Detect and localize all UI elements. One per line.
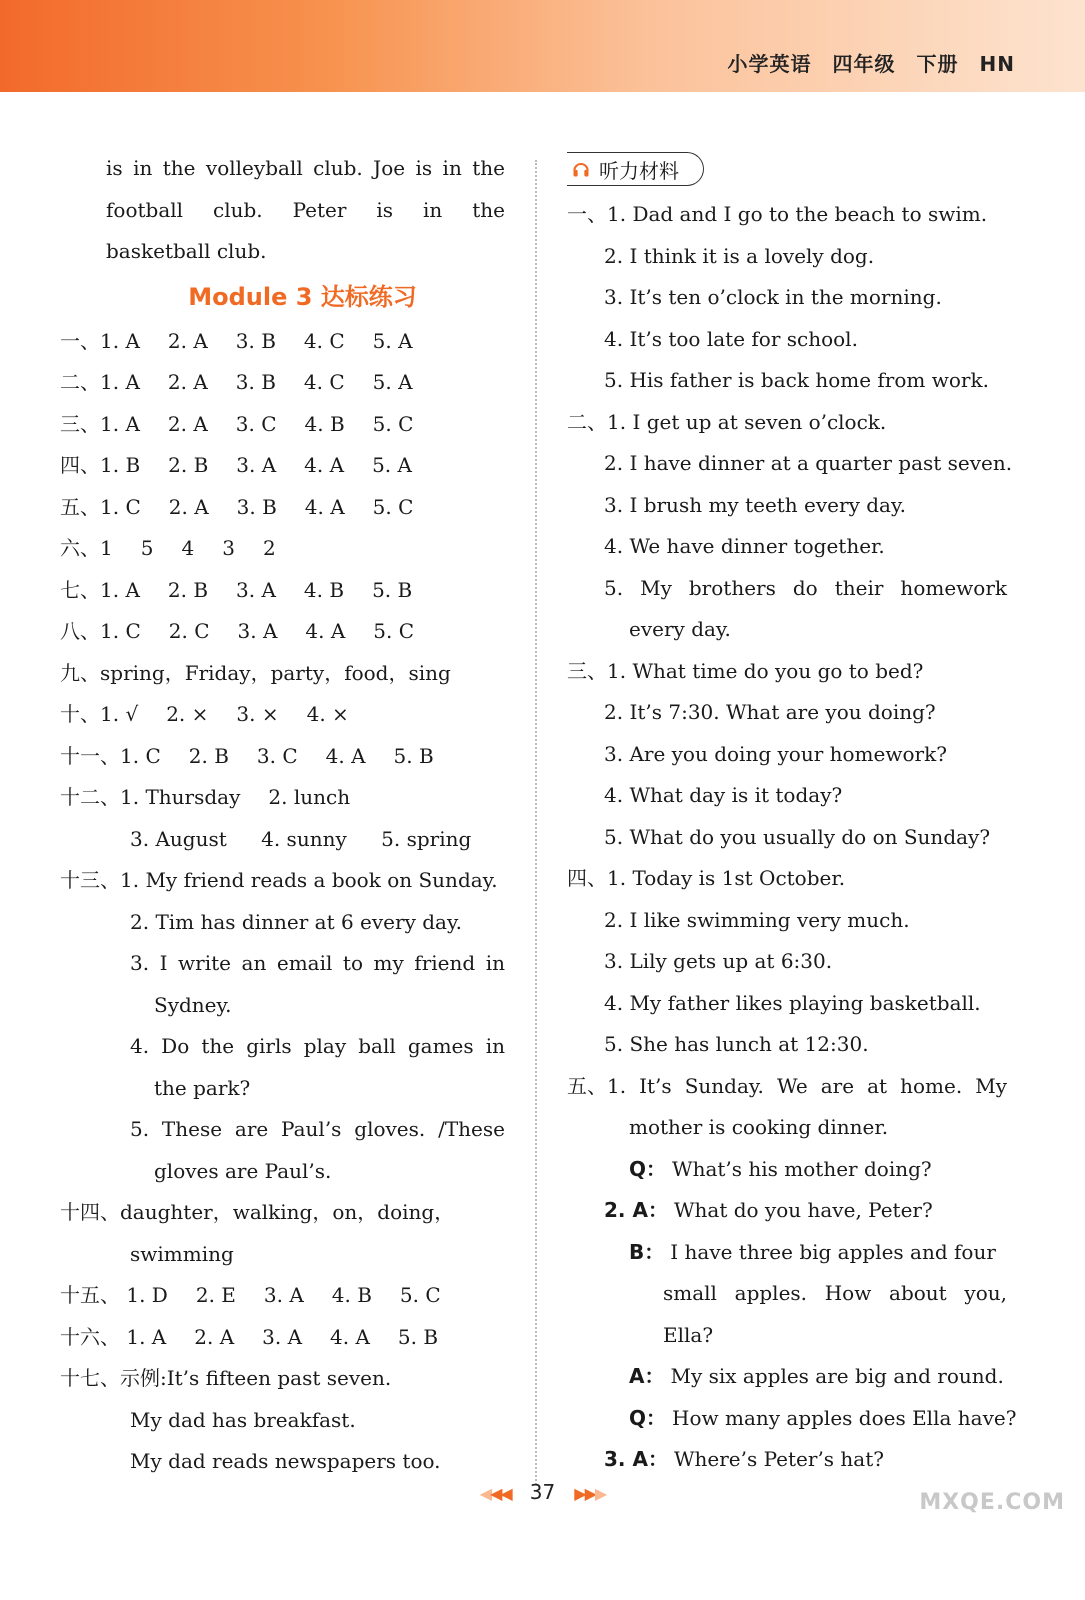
answer-text: My dad reads newspapers too. bbox=[130, 1449, 441, 1473]
section-number: 二、 bbox=[60, 370, 100, 394]
transcript-text: 2. I like swimming very much. bbox=[604, 907, 910, 932]
section-number: 一、 bbox=[567, 202, 607, 226]
answer-item: 3. August bbox=[130, 826, 227, 851]
transcript-text: 3. It’s ten o’clock in the morning. bbox=[604, 285, 942, 309]
answer-item: 5. A bbox=[372, 370, 413, 394]
answer-row bbox=[60, 1317, 505, 1359]
page-header bbox=[0, 0, 1085, 92]
answer-text: daughter，walking，on，doing， bbox=[120, 1200, 455, 1224]
answer-text: 1. My friend reads a book on Sunday. bbox=[120, 868, 498, 892]
answer-text: 示例:It’s fifteen past seven. bbox=[120, 1366, 392, 1390]
section-number: 五、 bbox=[567, 1073, 607, 1098]
answer-row bbox=[60, 404, 505, 446]
header-title: 小学英语 四年级 下册 HN bbox=[727, 52, 1015, 76]
section-number: 十五、 bbox=[60, 1283, 120, 1307]
answer-item: 2. × bbox=[166, 702, 209, 726]
answer-item: 1. C bbox=[100, 494, 141, 519]
answer-item: 4. × bbox=[306, 702, 349, 726]
transcript-text: 1. I get up at seven o’clock. bbox=[607, 409, 887, 434]
column-divider bbox=[535, 160, 537, 1485]
answer-row bbox=[60, 1192, 505, 1234]
speaker-label: B： bbox=[629, 1239, 665, 1264]
transcript-text: 2. It’s 7:30. What are you doing? bbox=[604, 700, 936, 724]
answer-row bbox=[60, 819, 505, 861]
answer-item: 5. B bbox=[372, 577, 413, 602]
transcript-text: every day. bbox=[629, 617, 731, 641]
left-column bbox=[60, 148, 505, 1483]
answer-item: 1. C bbox=[100, 619, 141, 643]
transcript-text: 5. What do you usually do on Sunday? bbox=[604, 824, 991, 849]
transcript-text: 5. His father is back home from work. bbox=[604, 368, 989, 392]
transcript-text: Where’s Peter’s hat? bbox=[673, 1447, 884, 1471]
transcript-row bbox=[567, 858, 1007, 900]
answer-item: 2. A bbox=[167, 328, 208, 353]
answer-item: 4. A bbox=[330, 1324, 370, 1349]
answer-row bbox=[60, 445, 505, 487]
section-number: 四、 bbox=[60, 453, 100, 477]
answer-item: 3. × bbox=[236, 702, 279, 726]
answer-row bbox=[60, 1275, 505, 1317]
answer-item: 5. C bbox=[373, 619, 415, 643]
arrow-left-icon: ◀ bbox=[479, 1484, 491, 1503]
answer-item: 2. lunch bbox=[268, 785, 351, 809]
transcript-text: 4. My father likes playing basketball. bbox=[604, 990, 981, 1015]
section-number: 七、 bbox=[60, 577, 100, 602]
answer-item: 4. C bbox=[303, 328, 345, 353]
answer-item: 3. B bbox=[236, 494, 277, 519]
answer-item: 5. A bbox=[372, 453, 412, 477]
arrow-right-icon: ▶ bbox=[594, 1484, 606, 1503]
transcript-text: Ella? bbox=[663, 1322, 714, 1347]
section-number: 八、 bbox=[60, 619, 100, 643]
answer-row bbox=[60, 860, 505, 902]
answer-item: 3. C bbox=[235, 411, 277, 436]
transcript-row bbox=[567, 1232, 1007, 1274]
answer-item: 5. C bbox=[399, 1283, 441, 1307]
section-number: 十、 bbox=[60, 702, 100, 726]
transcript-row bbox=[567, 1439, 1007, 1481]
answer-item: 4. sunny bbox=[261, 826, 347, 851]
speaker-label: 3. A： bbox=[604, 1447, 668, 1471]
tag-label: 听力材料 bbox=[599, 158, 679, 183]
answer-row bbox=[60, 362, 505, 404]
transcript-row bbox=[567, 1190, 1007, 1232]
answer-item: 5. spring bbox=[381, 826, 472, 851]
answer-item: 1. D bbox=[126, 1283, 168, 1307]
answer-item: 4. A bbox=[304, 453, 345, 477]
answer-item: 3. A bbox=[263, 1283, 304, 1307]
answer-item: 3. C bbox=[256, 743, 298, 768]
answer-item: 1 bbox=[100, 536, 113, 560]
answer-item: 3. A bbox=[262, 1324, 303, 1349]
right-column bbox=[567, 152, 1017, 1481]
transcript-text: small apples. How about you, bbox=[663, 1281, 1007, 1305]
section-number: 九、 bbox=[60, 660, 100, 685]
answer-item: 1. C bbox=[120, 743, 161, 768]
transcript-text: 3. I brush my teeth every day. bbox=[604, 492, 906, 517]
transcript-row bbox=[567, 1398, 1017, 1440]
answer-item: 1. A bbox=[100, 577, 140, 602]
answer-item: 1. √ bbox=[100, 702, 139, 726]
section-number: 五、 bbox=[60, 494, 100, 519]
answer-item: 2. A bbox=[167, 370, 208, 394]
answer-text: My dad has breakfast. bbox=[130, 1407, 356, 1432]
transcript-row bbox=[567, 402, 1007, 444]
answer-item: 4. A bbox=[304, 494, 345, 519]
text-line: football club. Peter is in the bbox=[106, 197, 505, 222]
answer-item: 3. B bbox=[235, 370, 276, 394]
text-line: basketball club. bbox=[106, 239, 267, 263]
answer-item: 2. A bbox=[167, 411, 208, 436]
answer-row bbox=[60, 736, 505, 778]
section-number: 十七、 bbox=[60, 1366, 120, 1390]
answer-item: 5. A bbox=[372, 328, 413, 353]
transcript-text: What’s his mother doing? bbox=[672, 1156, 932, 1181]
answer-item: 5 bbox=[140, 536, 154, 560]
answer-item: 2. B bbox=[167, 577, 209, 602]
answer-text: 3. I write an email to my friend in bbox=[130, 951, 505, 975]
answer-item: 1. A bbox=[100, 370, 140, 394]
answer-row bbox=[60, 321, 505, 363]
answer-row bbox=[60, 570, 505, 612]
section-number: 十六、 bbox=[60, 1324, 120, 1349]
answer-item: 2. E bbox=[195, 1283, 236, 1307]
answer-item: 1. Thursday bbox=[120, 785, 241, 809]
answer-rows bbox=[60, 321, 505, 819]
answer-item: 4. C bbox=[303, 370, 345, 394]
answer-item: 4. A bbox=[305, 619, 346, 643]
headphone-icon bbox=[571, 159, 591, 179]
answer-item: 1. A bbox=[100, 411, 140, 436]
answer-row bbox=[60, 694, 505, 736]
transcript-text: 1. It’s Sunday. We are at home. My bbox=[607, 1073, 1007, 1098]
transcript-text: I have three big apples and four bbox=[670, 1239, 996, 1264]
answer-row bbox=[60, 528, 505, 570]
transcript-text: mother is cooking dinner. bbox=[629, 1115, 889, 1139]
answer-item: 2. A bbox=[194, 1324, 235, 1349]
answer-item: 2. B bbox=[168, 453, 209, 477]
section-number: 四、 bbox=[567, 866, 607, 890]
answer-item: 4. A bbox=[325, 743, 366, 768]
transcript-text: 1. What time do you go to bed? bbox=[607, 658, 924, 683]
answer-text: gloves are Paul’s. bbox=[154, 1158, 332, 1183]
listening-sections bbox=[567, 194, 1013, 1066]
answer-item: 3. A bbox=[236, 577, 276, 602]
answer-row bbox=[60, 777, 505, 819]
section-number: 二、 bbox=[567, 409, 607, 434]
section-number: 三、 bbox=[567, 658, 607, 683]
section-number: 十一、 bbox=[60, 743, 120, 768]
transcript-text: 5. She has lunch at 12:30. bbox=[604, 1032, 869, 1056]
answer-item: 2. C bbox=[168, 619, 210, 643]
arrow-left-icon: ◀◀ bbox=[490, 1484, 511, 1503]
answer-item: 3. A bbox=[236, 453, 277, 477]
answer-item: 4. B bbox=[303, 577, 345, 602]
transcript-row bbox=[567, 651, 1007, 693]
arrow-right-icon: ▶▶ bbox=[574, 1484, 595, 1503]
speaker-label: 2. A： bbox=[604, 1198, 668, 1222]
listening-material-tag bbox=[567, 152, 704, 186]
module-title: Module 3 达标练习 bbox=[188, 282, 417, 311]
answer-row bbox=[60, 611, 505, 653]
answer-item: 2 bbox=[262, 536, 276, 560]
transcript-text: 2. I have dinner at a quarter past seven. bbox=[604, 451, 1013, 475]
speaker-label: Q： bbox=[629, 1156, 667, 1181]
answer-item: 2. B bbox=[188, 743, 229, 768]
transcript-text: 1. Today is 1st October. bbox=[607, 866, 846, 890]
transcript-text: 2. I think it is a lovely dog. bbox=[604, 243, 875, 268]
section-number: 十三、 bbox=[60, 868, 120, 892]
speaker-label: A： bbox=[629, 1364, 665, 1388]
answer-item: 4 bbox=[181, 536, 195, 560]
answer-text: swimming bbox=[130, 1241, 234, 1266]
answer-item: 4. B bbox=[331, 1283, 372, 1307]
transcript-row bbox=[567, 1149, 1007, 1191]
transcript-text: 5. My brothers do their homework bbox=[604, 575, 1007, 600]
answer-text: Sydney. bbox=[154, 992, 232, 1017]
transcript-text: 4. It’s too late for school. bbox=[604, 326, 858, 351]
section-number: 一、 bbox=[60, 328, 100, 353]
watermark: MXQE.COM bbox=[919, 1490, 1065, 1515]
transcript-row bbox=[567, 194, 1007, 236]
answer-item: 2. A bbox=[168, 494, 209, 519]
transcript-text: 1. Dad and I go to the beach to swim. bbox=[607, 202, 988, 226]
transcript-text: 3. Are you doing your homework? bbox=[604, 741, 947, 766]
transcript-text: My six apples are big and round. bbox=[670, 1364, 1004, 1388]
answer-item: spring，Friday，party，food，sing bbox=[100, 660, 451, 685]
answer-text: the park? bbox=[154, 1075, 251, 1100]
answer-item: 1. A bbox=[126, 1324, 167, 1349]
answer-item: 3. B bbox=[235, 328, 276, 353]
section-number: 十四、 bbox=[60, 1200, 120, 1224]
answer-row bbox=[60, 653, 505, 695]
answer-text: 4. Do the girls play ball games in bbox=[130, 1034, 505, 1058]
answer-item: 5. C bbox=[372, 411, 414, 436]
answer-item: 5. B bbox=[397, 1324, 439, 1349]
transcript-text: 4. We have dinner together. bbox=[604, 534, 885, 558]
answer-item: 3. A bbox=[237, 619, 278, 643]
answer-item: 1. A bbox=[100, 328, 140, 353]
text-line: is in the volleyball club. Joe is in the bbox=[106, 156, 505, 180]
transcript-text: 4. What day is it today? bbox=[604, 783, 843, 807]
answer-item: 4. B bbox=[304, 411, 345, 436]
answer-item: 5. B bbox=[393, 743, 434, 768]
answer-item: 3 bbox=[222, 536, 235, 560]
section-number: 十二、 bbox=[60, 785, 120, 809]
section-number: 三、 bbox=[60, 411, 100, 436]
answer-row bbox=[60, 487, 505, 529]
transcript-text: 3. Lily gets up at 6:30. bbox=[604, 949, 833, 973]
speaker-label: Q： bbox=[629, 1405, 667, 1430]
section-number: 六、 bbox=[60, 536, 100, 560]
answer-text: 2. Tim has dinner at 6 every day. bbox=[130, 909, 462, 934]
page-number: 37 bbox=[529, 1480, 556, 1504]
answer-row bbox=[60, 1358, 505, 1400]
answer-item: 5. C bbox=[372, 494, 414, 519]
transcript-text: How many apples does Ella have? bbox=[672, 1405, 1017, 1430]
transcript-row bbox=[567, 1356, 1007, 1398]
transcript-text: What do you have, Peter? bbox=[673, 1198, 933, 1222]
answer-item: 1. B bbox=[100, 453, 141, 477]
transcript-row bbox=[567, 1066, 1007, 1108]
answer-text: 5. These are Paul’s gloves. /These bbox=[130, 1117, 505, 1141]
